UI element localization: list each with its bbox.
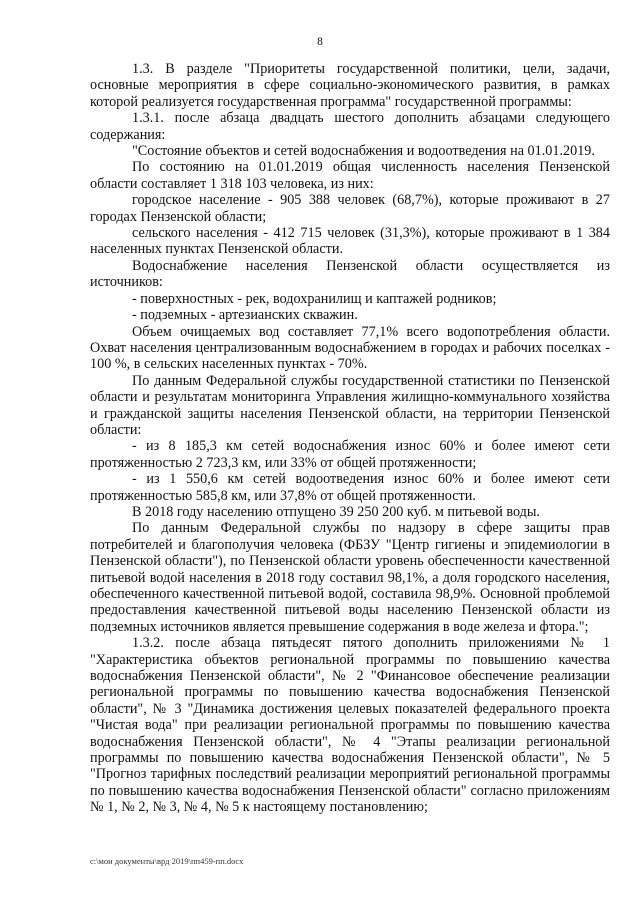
paragraph-water-supplied-2018: В 2018 году населению отпущено 39 250 200 куб. м питьевой воды. [132,503,540,520]
paragraph-population: По состоянию на 01.01.2019 общая численность населения Пензенской области составляет 1 318 103 человека, из них: [90,159,610,192]
paragraph-1-3: 1.3. В разделе "Приоритеты государственной политики, цели, задачи, основные мероприятия в сфере социально-экономического развития, в рамках которой реализуется государственная программа" государственной программы: [90,61,610,110]
footer-file-path: c:\мои документы\врд 2019\пп459-пп.docx [90,856,244,866]
document-body [90,61,610,816]
paragraph-water-quality: По данным Федеральной службы по надзору в сфере защиты прав потребителей и благополучия человека (ФБЗУ "Центр гигиены и эпидемиологии в Пензенской области"), по Пензенской области уровень обеспеченности качественной питьевой водой населения в 2018 году составил 98,1%, а доля городского населения, обеспеченного качественной питьевой водой, составила 98,9%. Основной проблемой предоставления качественной питьевой воды населению Пензенской области из подземных источников является превышение содержания в воде железа и фтора."; [90,520,610,635]
paragraph-sewer-network-wear: - из 1 550,6 км сетей водоотведения износ 60% и более имеют сети протяженностью 585,8 км, или 37,8% от общей протяженности. [90,471,610,504]
paragraph-surface-sources: - поверхностных - рек, водохранилищ и каптажей родников; [132,290,497,307]
paragraph-sources: Водоснабжение населения Пензенской области осуществляется из источников: [90,257,610,291]
paragraph-statistics: По данным Федеральной службы государственной статистики по Пензенской области и результатам мониторинга Управления жилищно-коммунального хозяйства и гражданской защиты населения Пензенской области, на территории Пензенской области: [90,372,610,438]
paragraph-state-heading: "Состояние объектов и сетей водоснабжения и водоотведения на 01.01.2019. [132,143,595,160]
paragraph-rural: сельского населения - 412 715 человек (31,3%), которые проживают в 1 384 населенных пунктах Пензенской области. [90,225,610,258]
paragraph-urban: городское население - 905 388 человек (68,7%), которые проживают в 27 городах Пензенской области; [90,192,610,225]
paragraph-underground-sources: - подземных - артезианских скважин. [132,307,358,324]
paragraph-1-3-2: 1.3.2. после абзаца пятьдесят пятого дополнить приложениями № 1 "Характеристика объектов региональной программы по повышению качества водоснабжения Пензенской области", № 2 "Финансовое обеспечение реализации региональной программы по повышению качества водоснабжения Пензенской области", № 3 "Динамика достижения целевых показателей федерального проекта "Чистая вода" при реализации региональной программы по повышению качества водоснабжения Пензенской области", № 4 "Этапы реализации региональной программы по повышению качества водоснабжения Пензенской области", № 5 "Прогноз тарифных последствий реализации мероприятий региональной программы по повышению качества водоснабжения Пензенской области" согласно приложениям № 1, № 2, № 3, № 4, № 5 к настоящему постановлению; [90,635,610,816]
paragraph-water-network-wear: - из 8 185,3 км сетей водоснабжения износ 60% и более имеют сети протяженностью 2 723,3 км, или 33% от общей протяженности; [90,438,610,471]
paragraph-purified-volume: Объем очищаемых вод составляет 77,1% всего водопотребления области. Охват населения централизованным водоснабжением в городах и рабочих поселках - 100 %, в сельских населенных пунктах - 70%. [90,323,610,373]
paragraph-1-3-1: 1.3.1. после абзаца двадцать шестого дополнить абзацами следующего содержания: [90,110,610,143]
page-number: 8 [317,36,323,48]
